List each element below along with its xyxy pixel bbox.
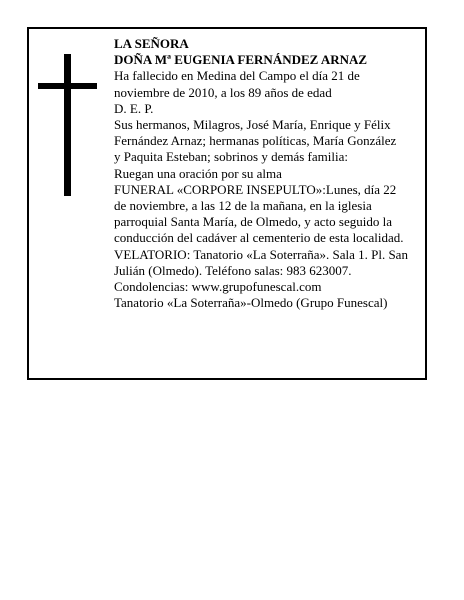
notice-line: VELATORIO: Tanatorio «La Soterraña». Sala 1. Pl. San [114,246,408,262]
notice-line: D. E. P. [114,100,154,116]
notice-line: Ruegan una oración por su alma [114,165,282,181]
obituary-text [114,36,430,311]
notice-line: Julián (Olmedo). Teléfono salas: 983 623007. [114,262,352,278]
notice-line: Condolencias: www.grupofunescal.com [114,279,322,295]
notice-line: Sus hermanos, Milagros, José María, Enrique y Félix [114,117,391,133]
notice-title: LA SEÑORA [114,36,189,51]
notice-line: Fernández Arnaz; hermanas políticas, María González [114,133,397,149]
notice-line: y Paquita Esteban; sobrinos y demás familia: [114,149,348,165]
notice-line: conducción del cadáver al cementerio de esta localidad. [114,230,404,246]
notice-line: Tanatorio «La Soterraña»-Olmedo (Grupo Funescal) [114,295,388,311]
notice-line: Ha fallecido en Medina del Campo el día 21 de [114,68,360,84]
notice-line: noviembre de 2010, a los 89 años de edad [114,84,332,100]
notice-line: FUNERAL «CORPORE INSEPULTO»:Lunes, día 22 [114,181,397,197]
notice-line: parroquial Santa María, de Olmedo, y acto seguido la [114,214,392,230]
notice-line: de noviembre, a las 12 de la mañana, en la iglesia [114,198,372,214]
cross-vertical-bar [64,54,71,196]
cross-horizontal-bar [38,83,97,89]
deceased-name: DOÑA Mª EUGENIA FERNÁNDEZ ARNAZ [114,52,368,68]
